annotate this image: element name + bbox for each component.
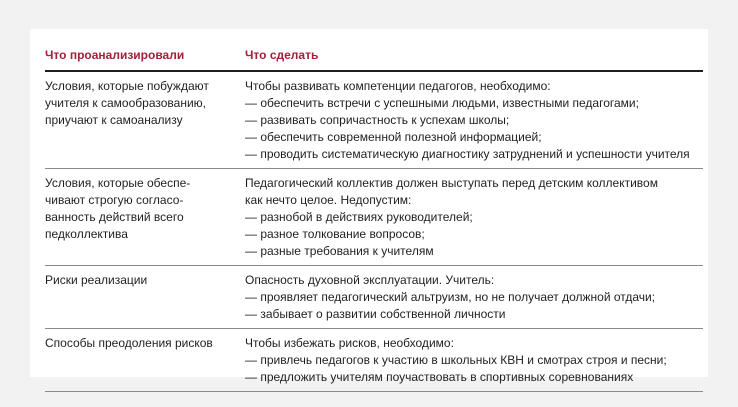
header-todo: Что сделать bbox=[245, 47, 703, 71]
cell-todo-line: — развивать сопричастность к успехам школы; bbox=[245, 113, 510, 127]
cell-todo-line: — разное толкование вопросов; bbox=[245, 227, 425, 241]
cell-analyzed-line: чивают строгую согласо- bbox=[45, 193, 184, 207]
table-row bbox=[45, 169, 703, 266]
cell-todo-line: Чтобы развивать компетенции педагогов, необходимо: bbox=[245, 79, 551, 93]
cell-analyzed-line: Способы преодоления рисков bbox=[45, 336, 213, 350]
cell-todo-line: Педагогический коллектив должен выступать перед детским коллективом bbox=[245, 176, 658, 190]
cell-todo-line: — предложить учителям поучаствовать в спортивных соревнованиях bbox=[245, 370, 634, 384]
cell-todo bbox=[245, 266, 703, 329]
cell-todo-line: Опасность духовной эксплуатации. Учитель: bbox=[245, 273, 495, 287]
cell-analyzed-line: педколлектива bbox=[45, 227, 128, 241]
cell-analyzed-line: ванность действий всего bbox=[45, 210, 184, 224]
cell-analyzed-line: Условия, которые побуждают bbox=[45, 79, 209, 93]
cell-analyzed-line: приучают к самоанализу bbox=[45, 113, 183, 127]
cell-todo-line: как нечто целое. Недопустим: bbox=[245, 193, 412, 207]
cell-analyzed bbox=[45, 329, 245, 392]
cell-analyzed bbox=[45, 71, 245, 169]
table-row bbox=[45, 266, 703, 329]
table-row bbox=[45, 329, 703, 392]
cell-todo bbox=[245, 169, 703, 266]
cell-todo-line: — обеспечить современной полезной информацией; bbox=[245, 130, 542, 144]
cell-analyzed-line: учителя к самообразованию, bbox=[45, 96, 206, 110]
cell-todo-line: Чтобы избежать рисков, необходимо: bbox=[245, 336, 454, 350]
cell-todo-line: — проводить систематическую диагностику затруднений и успешности учителя bbox=[245, 147, 690, 161]
cell-todo-line: — проявляет педагогический альтруизм, но не получает должной отдачи; bbox=[245, 290, 656, 304]
cell-todo bbox=[245, 329, 703, 392]
cell-todo-line: — забывает о развитии собственной личности bbox=[245, 307, 506, 321]
cell-analyzed bbox=[45, 169, 245, 266]
cell-todo-line: — разные требования к учителям bbox=[245, 244, 434, 258]
cell-todo-line: — разнобой в действиях руководителей; bbox=[245, 210, 473, 224]
table-body bbox=[45, 71, 703, 392]
table-header-row bbox=[45, 47, 703, 71]
cell-todo-line: — привлечь педагогов к участию в школьных КВН и смотрах строя и песни; bbox=[245, 353, 667, 367]
table-row bbox=[45, 71, 703, 169]
cell-analyzed-line: Условия, которые обеспе- bbox=[45, 176, 191, 190]
table-card bbox=[30, 29, 708, 384]
cell-analyzed bbox=[45, 266, 245, 329]
analysis-table bbox=[45, 47, 703, 392]
cell-todo-line: — обеспечить встречи с успешными людьми, известными педагогами; bbox=[245, 96, 639, 110]
header-analyzed: Что проанализировали bbox=[45, 47, 245, 71]
cell-todo bbox=[245, 71, 703, 169]
cell-analyzed-line: Риски реализации bbox=[45, 273, 148, 287]
